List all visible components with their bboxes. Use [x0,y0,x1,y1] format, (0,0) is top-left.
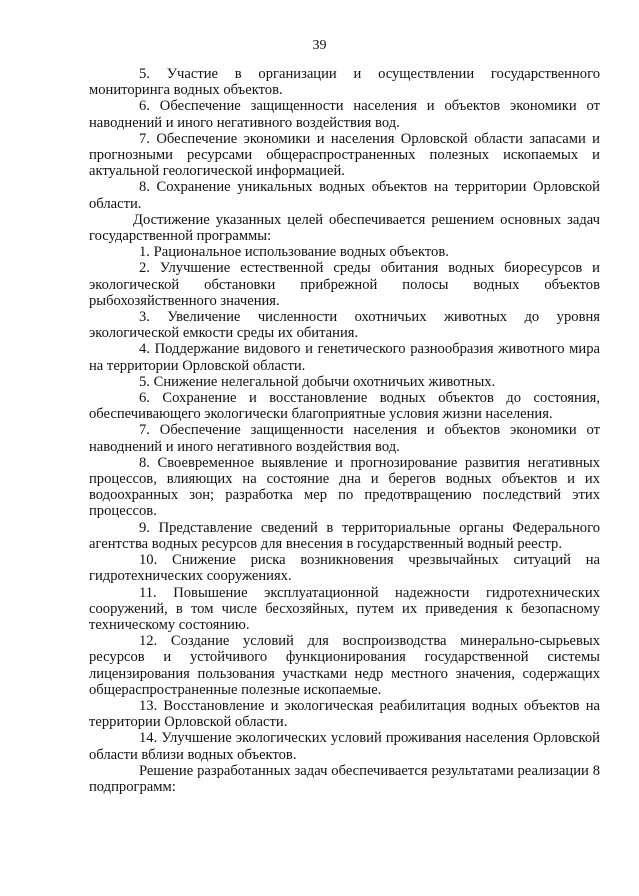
paragraph: 5. Участие в организации и осуществлении государственного мониторинга водных объектов. [89,66,600,99]
paragraph: 2. Улучшение естественной среды обитания водных биоресурсов и экологической обстановки прибрежной полосы водных объектов рыбохозяйственного значения. [89,260,600,309]
paragraph: 13. Восстановление и экологическая реабилитация водных объектов на территории Орловской области. [89,697,600,731]
paragraph: 9. Представление сведений в территориальные органы Федерального агентства водных ресурсов для внесения в государственный водный реестр. [89,519,600,552]
paragraph: 7. Обеспечение экономики и населения Орловской области запасами и прогнозными ресурсами общераспространенных полезных ископаемых и актуальной геологической информацией. [89,130,600,180]
paragraph: Решение разработанных задач обеспечивается результатами реализации 8 подпрограмм: [89,762,600,795]
paragraph: 10. Снижение риска возникновения чрезвычайных ситуаций на гидротехнических сооружениях. [89,552,600,585]
paragraph: 12. Создание условий для воспроизводства минерально-сырьевых ресурсов и устойчивого функционирования государственной системы лицензирования пользования участками недр местного значения, содержащих общераспространенные полезные ископаемые. [89,633,600,698]
paragraph: 7. Обеспечение защищенности населения и объектов экономики от наводнений и иного негативного воздействия вод. [89,422,600,455]
paragraph: 8. Своевременное выявление и прогнозирование развития негативных процессов, влияющих на состояние дна и берегов водных объектов и их водоохранных зон; разработка мер по предотвращению последствий этих процессов. [89,454,600,520]
paragraph: 6. Обеспечение защищенности населения и объектов экономики от наводнений и иного негативного воздействия вод. [89,98,600,131]
paragraph: 8. Сохранение уникальных водных объектов на территории Орловской области. [89,179,600,212]
paragraph: 3. Увеличение численности охотничьих животных до уровня экологической емкости среды их обитания. [89,309,600,342]
paragraph: Достижение указанных целей обеспечивается решением основных задач государственной программы: [89,211,600,245]
paragraph: 4. Поддержание видового и генетического разнообразия животного мира на территории Орловской области. [89,341,600,374]
paragraph: 1. Рациональное использование водных объектов. [139,244,449,261]
paragraph: 6. Сохранение и восстановление водных объектов до состояния, обеспечивающего экологически благоприятные условия жизни населения. [89,390,600,423]
paragraph: 14. Улучшение экологических условий проживания населения Орловской области вблизи водных объектов. [89,730,600,763]
page-body [89,66,600,795]
page-number: 39 [312,38,327,53]
paragraph: 5. Снижение нелегальной добычи охотничьих животных. [139,373,496,390]
paragraph: 11. Повышение эксплуатационной надежности гидротехнических сооружений, в том числе бесхозяйных, путем их приведения к безопасному техническому состоянию. [89,584,600,633]
